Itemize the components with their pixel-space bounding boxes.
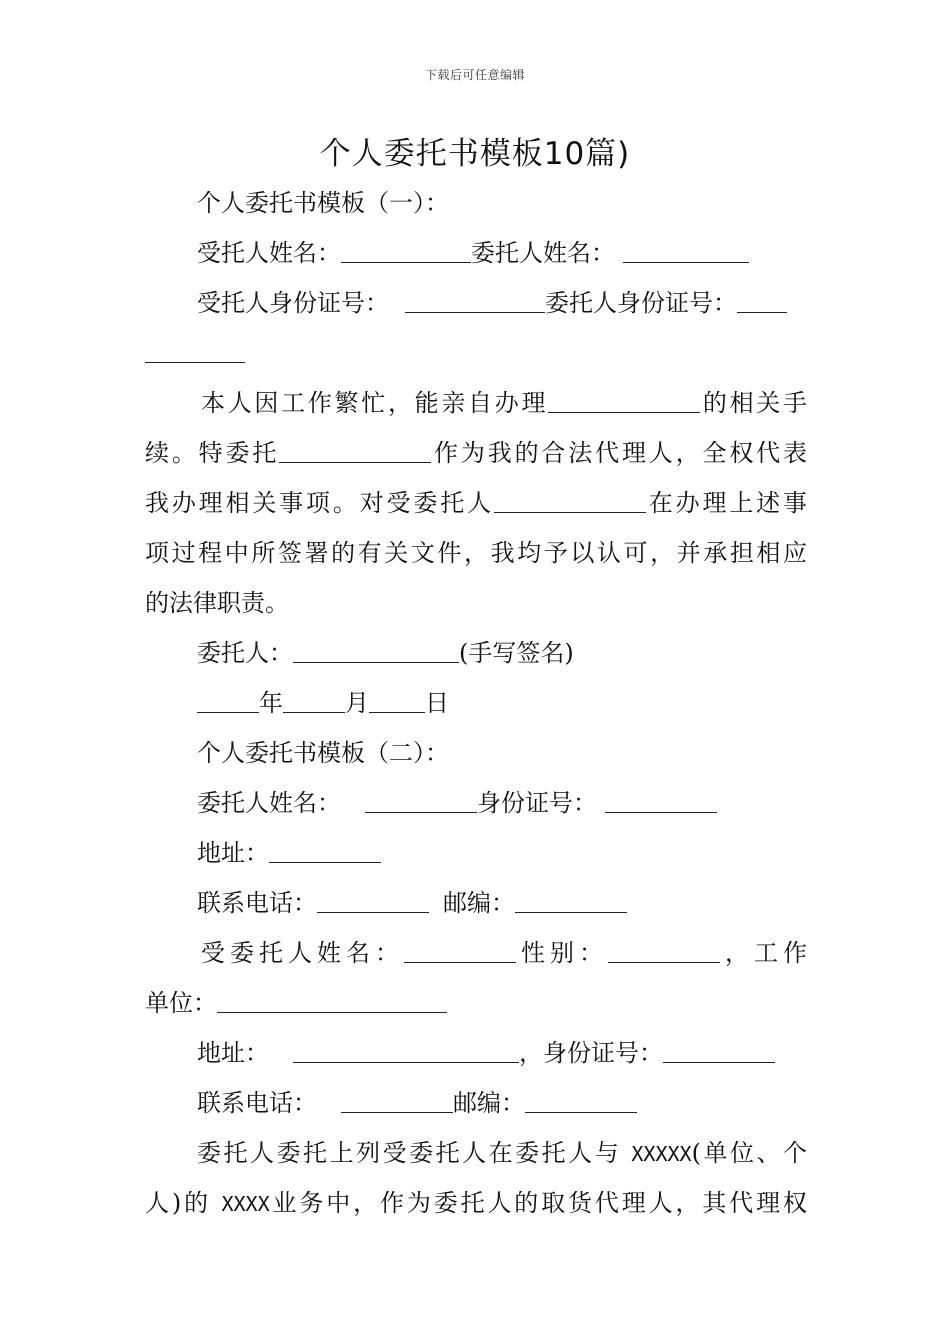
- day-field[interactable]: [369, 686, 425, 713]
- principal-name-field[interactable]: [623, 236, 749, 263]
- section2-contact2-row: 联系电话： 邮编：: [145, 1078, 807, 1128]
- section2-principal-row: 委托人姓名： 身份证号：: [145, 778, 807, 828]
- section1-para-line-5: 的法律职责。: [145, 589, 289, 617]
- section1-heading: 个人委托书模板（一）：: [197, 189, 449, 217]
- month-field[interactable]: [283, 686, 345, 713]
- principal-name-label: 委托人姓名：: [471, 239, 615, 267]
- trustee-zip-field[interactable]: [525, 1086, 637, 1113]
- section1-para-line-2: 续。特委托 作为我的合法代理人，全权代表: [145, 428, 807, 478]
- principal-id-field-continued[interactable]: [145, 336, 245, 363]
- signer-note: (手写签名): [459, 639, 574, 667]
- section2-para-line-2: 人)的 XXXX业务中，作为委托人的取货代理人，其代理权: [145, 1189, 807, 1217]
- section2-heading: 个人委托书模板（二）：: [197, 739, 449, 767]
- section1-para-line-4: 项过程中所签署的有关文件，我均予以认可，并承担相应: [145, 539, 807, 567]
- trustee-id-field[interactable]: [405, 286, 545, 313]
- principal-address-field[interactable]: [269, 836, 381, 863]
- signer-label: 委托人：: [197, 639, 293, 667]
- principal-id-field-2[interactable]: [605, 786, 717, 813]
- signature-field[interactable]: [293, 636, 459, 663]
- document-title: 个人委托书模板10篇): [319, 136, 631, 172]
- section1-para-line-3: 我办理相关事项。对受委托人 在办理上述事: [145, 478, 807, 528]
- trustee-name-field-2[interactable]: [404, 936, 516, 963]
- section2-address-row: 地址：: [145, 828, 807, 878]
- party-code: XXXXX: [631, 1142, 692, 1166]
- trustee-address-field[interactable]: [293, 1036, 519, 1063]
- section2-para-line-1: 委托人委托上列受委托人在委托人与 XXXXX(单位、个: [197, 1139, 807, 1167]
- trustee-phone-field[interactable]: [341, 1086, 453, 1113]
- principal-id-field[interactable]: [737, 286, 787, 313]
- matter-field[interactable]: [548, 386, 700, 413]
- agent-field[interactable]: [279, 436, 431, 463]
- signer-row: [145, 628, 807, 678]
- section2-trustee-row: 受委托人姓名： 性别： ，工作: [145, 928, 807, 978]
- date-row: 年 月 日: [145, 678, 807, 728]
- principal-zip-field[interactable]: [515, 886, 627, 913]
- section2-contact-row: 联系电话： 邮编：: [145, 878, 807, 928]
- trustee-id-field-2[interactable]: [663, 1036, 775, 1063]
- trustee-name-field[interactable]: [341, 236, 471, 263]
- section1-names-row: [145, 228, 807, 278]
- business-code: XXXX: [221, 1192, 270, 1216]
- document-body: [145, 178, 807, 1228]
- trustee-work-field[interactable]: [217, 986, 447, 1013]
- principal-name-field-2[interactable]: [365, 786, 477, 813]
- trustee-name-label: 受托人姓名：: [197, 239, 341, 267]
- trustee-gender-field[interactable]: [608, 936, 720, 963]
- header-note: 下载后可任意编辑: [424, 68, 525, 82]
- section2-work-row: 单位：: [145, 978, 807, 1028]
- principal-phone-field[interactable]: [317, 886, 429, 913]
- year-field[interactable]: [197, 686, 259, 713]
- trustee-field[interactable]: [494, 486, 646, 513]
- trustee-id-label: 受托人身份证号：: [197, 289, 389, 317]
- section1-para-line-1: 本人因工作繁忙，能亲自办理 的相关手: [145, 378, 807, 428]
- section2-address2-row: 地址： ，身份证号：: [145, 1028, 807, 1078]
- section1-ids-row: [145, 278, 807, 328]
- section1-ids-continuation: [145, 328, 807, 378]
- principal-id-label: 委托人身份证号：: [545, 289, 737, 317]
